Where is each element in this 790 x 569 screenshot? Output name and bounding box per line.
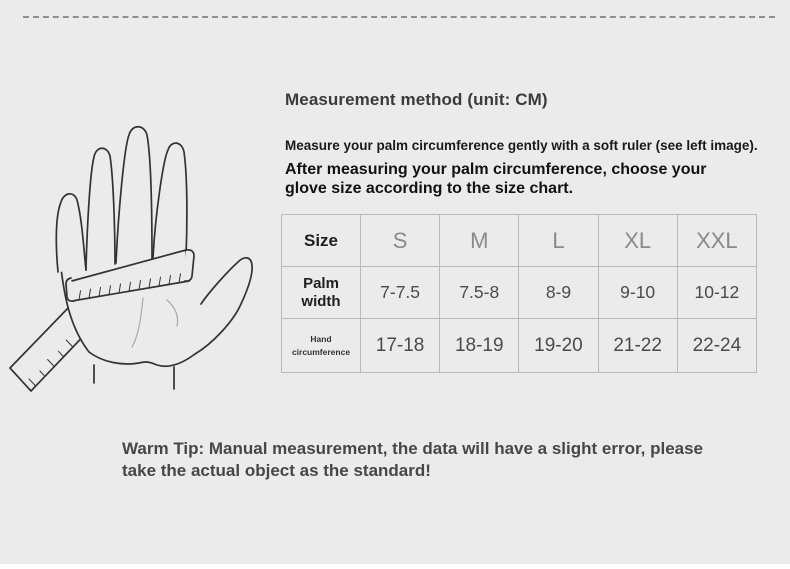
header-cell-xl: XL: [598, 215, 677, 267]
hand-circumference-s: 17-18: [361, 319, 440, 373]
header-cell-size: Size: [282, 215, 361, 267]
palm-width-xxl: 10-12: [677, 267, 756, 319]
measurement-section: [285, 90, 765, 219]
instruction-small: Measure your palm circumference gently with a soft ruler (see left image).: [285, 138, 758, 154]
table-header-row: [282, 215, 757, 267]
hand-circumference-l: 19-20: [519, 319, 598, 373]
instruction-large-line2: glove size according to the size chart.: [285, 179, 574, 197]
header-cell-xxl: XXL: [677, 215, 756, 267]
palm-width-s: 7-7.5: [361, 267, 440, 319]
palm-width-m: 7.5-8: [440, 267, 519, 319]
instruction-large-line1: After measuring your palm circumference, choose your: [285, 161, 707, 179]
header-cell-l: L: [519, 215, 598, 267]
hand-circumference-xxl: 22-24: [677, 319, 756, 373]
header-cell-s: S: [361, 215, 440, 267]
row-label-hand-circumference: Hand circumference: [282, 319, 361, 373]
fingers-outline: [56, 127, 187, 272]
section-title: Measurement method (unit: CM): [285, 90, 548, 109]
wrist-lines: [94, 365, 174, 389]
table-row-palm-width: [282, 267, 757, 319]
instruction-large: [285, 161, 765, 198]
hand-measuring-illustration: [5, 100, 270, 405]
warm-tip-line2: take the actual object as the standard!: [122, 461, 431, 481]
palm-width-l: 8-9: [519, 267, 598, 319]
row-label-palm-width: Palm width: [282, 267, 361, 319]
table-row-hand-circumference: [282, 319, 757, 373]
hand-circumference-xl: 21-22: [598, 319, 677, 373]
hand-circumference-m: 18-19: [440, 319, 519, 373]
header-cell-m: M: [440, 215, 519, 267]
size-chart-table: [281, 214, 757, 373]
palm-width-xl: 9-10: [598, 267, 677, 319]
bottom-white-strip: [0, 564, 790, 569]
dashed-divider: [23, 16, 775, 18]
thumb-outline: [195, 258, 252, 354]
warm-tip: [122, 438, 742, 483]
warm-tip-line1: Warm Tip: Manual measurement, the data will have a slight error, please: [122, 439, 704, 458]
